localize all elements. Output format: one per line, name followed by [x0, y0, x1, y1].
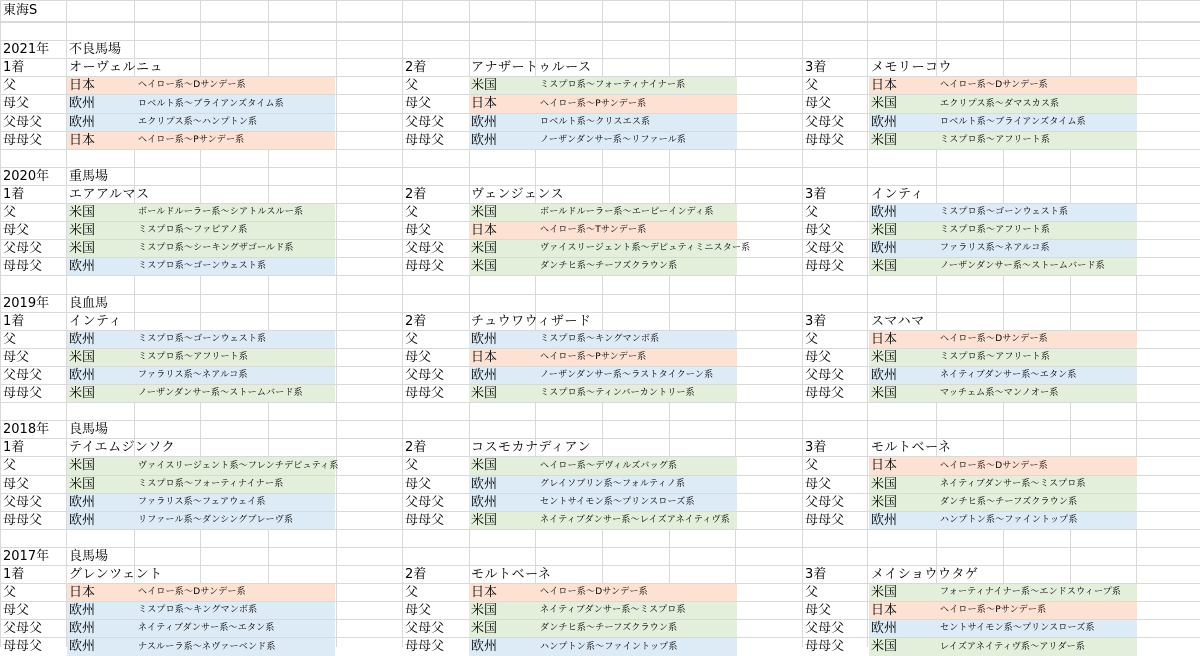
sire-line-cell[interactable]: ミスプロ系～ファピアノ系 — [138, 225, 248, 235]
finish-place-cell[interactable]: 2着 — [405, 60, 427, 75]
sire-line-cell[interactable]: ナスルーラ系～ネヴァーベンド系 — [138, 642, 276, 652]
sire-line-cell[interactable]: ファラリス系～ネアルコ系 — [940, 243, 1050, 253]
pedigree-role-cell[interactable]: 母父 — [405, 603, 432, 618]
horse-name-cell[interactable]: インティ — [871, 187, 924, 202]
pedigree-role-cell[interactable]: 父母父 — [3, 495, 43, 510]
sire-line-cell[interactable]: ハンプトン系～ファイントップ系 — [540, 642, 678, 652]
finish-place-cell[interactable]: 3着 — [805, 567, 827, 582]
sire-line-cell[interactable]: エクリプス系～ハンプトン系 — [138, 117, 258, 127]
row-gridline — [0, 275, 1200, 276]
sire-line-cell[interactable]: ノーザンダンサー系～ストームバード系 — [138, 388, 303, 398]
region-cell[interactable]: 米国 — [69, 205, 96, 220]
sire-line-cell[interactable]: ロベルト系～ブライアンズタイム系 — [138, 99, 284, 109]
region-cell[interactable]: 欧州 — [871, 241, 898, 256]
region-cell[interactable]: 米国 — [471, 621, 498, 636]
region-cell[interactable]: 米国 — [471, 386, 498, 401]
sire-line-cell[interactable]: ミスプロ系～キングマンボ系 — [138, 605, 258, 615]
region-cell[interactable]: 日本 — [871, 78, 898, 93]
track-condition-cell[interactable]: 重馬場 — [69, 169, 109, 184]
pedigree-role-cell[interactable]: 母父 — [3, 350, 30, 365]
track-condition-cell[interactable]: 不良馬場 — [69, 42, 122, 57]
track-condition-cell[interactable]: 良馬場 — [69, 549, 109, 564]
pedigree-role-cell[interactable]: 母母父 — [805, 259, 845, 274]
finish-place-cell[interactable]: 2着 — [405, 440, 427, 455]
sire-line-cell[interactable]: ミスプロ系～ティンバーカントリー系 — [540, 388, 695, 398]
region-cell[interactable]: 米国 — [69, 241, 96, 256]
horse-name-cell[interactable]: ヴェンジェンス — [471, 187, 565, 202]
track-condition-cell[interactable]: 良血馬 — [69, 296, 109, 311]
sire-line-cell[interactable]: ボールドルーラー系～シアトルスルー系 — [138, 207, 304, 217]
region-cell[interactable]: 欧州 — [69, 513, 96, 528]
sire-line-cell[interactable]: ノーザンダンサー系～ラストタイクーン系 — [540, 370, 714, 380]
sire-line-cell[interactable]: リファール系～ダンシングブレーヴ系 — [138, 515, 294, 525]
sire-line-cell[interactable]: マッチェム系～マンノオー系 — [940, 388, 1059, 398]
region-cell[interactable]: 欧州 — [871, 368, 898, 383]
region-cell[interactable]: 米国 — [471, 241, 498, 256]
pedigree-role-cell[interactable]: 父母父 — [805, 115, 845, 130]
pedigree-role-cell[interactable]: 父母父 — [405, 621, 445, 636]
sire-line-cell[interactable]: ヘイロー系～Dサンデー系 — [138, 587, 246, 597]
pedigree-role-cell[interactable]: 母父 — [405, 96, 432, 111]
finish-place-cell[interactable]: 1着 — [3, 567, 25, 582]
pedigree-role-cell[interactable]: 母母父 — [405, 259, 445, 274]
pedigree-role-cell[interactable]: 母母父 — [405, 513, 445, 528]
pedigree-role-cell[interactable]: 母父 — [805, 223, 832, 238]
pedigree-role-cell[interactable]: 母父 — [805, 603, 832, 618]
region-cell[interactable]: 欧州 — [69, 115, 96, 130]
sire-line-cell[interactable]: ノーザンダンサー系～ストームバード系 — [940, 261, 1105, 271]
region-cell[interactable]: 欧州 — [69, 639, 96, 654]
pedigree-role-cell[interactable]: 母父 — [3, 477, 30, 492]
row-gridline — [0, 22, 1200, 23]
pedigree-role-cell[interactable]: 父 — [3, 78, 17, 93]
finish-place-cell[interactable]: 1着 — [3, 314, 25, 329]
horse-name-cell[interactable]: アナザートゥルース — [471, 60, 592, 75]
pedigree-role-cell[interactable]: 母父 — [3, 603, 30, 618]
region-cell[interactable]: 日本 — [471, 350, 498, 365]
region-cell[interactable]: 欧州 — [471, 639, 498, 654]
pedigree-role-cell[interactable]: 母母父 — [805, 386, 845, 401]
pedigree-role-cell[interactable]: 母父 — [3, 223, 30, 238]
region-cell[interactable]: 欧州 — [69, 603, 96, 618]
sire-line-cell[interactable]: ロベルト系～クリスエス系 — [540, 117, 651, 127]
pedigree-role-cell[interactable]: 母母父 — [3, 259, 43, 274]
sire-line-cell[interactable]: ヘイロー系～Pサンデー系 — [540, 99, 647, 109]
pedigree-role-cell[interactable]: 母父 — [805, 96, 832, 111]
sire-line-cell[interactable]: ネイティブダンサー系～ミスプロ系 — [540, 605, 686, 615]
horse-name-cell[interactable]: スマハマ — [871, 314, 925, 329]
pedigree-role-cell[interactable]: 父母父 — [805, 241, 845, 256]
track-condition-cell[interactable]: 良馬場 — [69, 422, 109, 437]
pedigree-role-cell[interactable]: 父 — [405, 205, 419, 220]
region-cell[interactable]: 米国 — [871, 495, 898, 510]
finish-place-cell[interactable]: 1着 — [3, 187, 25, 202]
horse-name-cell[interactable]: チュウワウィザード — [471, 314, 592, 329]
horse-name-cell[interactable]: メモリーコウ — [871, 60, 953, 75]
pedigree-role-cell[interactable]: 父母父 — [805, 495, 845, 510]
horse-name-cell[interactable]: オーヴェルニュ — [69, 60, 163, 75]
sire-line-cell[interactable]: ミスプロ系～ゴーンウェスト系 — [138, 261, 267, 271]
sire-line-cell[interactable]: ヘイロー系～Pサンデー系 — [940, 605, 1047, 615]
sire-line-cell[interactable]: ミスプロ系～アフリート系 — [138, 352, 249, 362]
region-cell[interactable]: 欧州 — [871, 621, 898, 636]
sire-line-cell[interactable]: ミスプロ系～アフリート系 — [940, 135, 1051, 145]
region-cell[interactable]: 欧州 — [69, 495, 96, 510]
pedigree-role-cell[interactable]: 母母父 — [805, 639, 845, 654]
pedigree-role-cell[interactable]: 母母父 — [805, 513, 845, 528]
sire-line-cell[interactable]: ヘイロー系～Dサンデー系 — [940, 461, 1048, 471]
horse-name-cell[interactable]: コスモカナディアン — [471, 440, 591, 455]
sire-line-cell[interactable]: エクリプス系～ダマスカス系 — [940, 99, 1060, 109]
row-gridline — [0, 402, 1200, 403]
region-cell[interactable]: 米国 — [871, 585, 898, 600]
finish-place-cell[interactable]: 3着 — [805, 440, 827, 455]
pedigree-role-cell[interactable]: 父母父 — [3, 621, 43, 636]
pedigree-role-cell[interactable]: 母父 — [805, 350, 832, 365]
sire-line-cell[interactable]: ヘイロー系～Dサンデー系 — [940, 334, 1048, 344]
pedigree-role-cell[interactable]: 母母父 — [405, 133, 445, 148]
finish-place-cell[interactable]: 2着 — [405, 567, 427, 582]
sire-line-cell[interactable]: ネイティブダンサー系～レイズアネイティヴ系 — [540, 515, 730, 525]
horse-name-cell[interactable]: インティ — [69, 314, 122, 329]
pedigree-role-cell[interactable]: 母父 — [405, 350, 432, 365]
pedigree-role-cell[interactable]: 父母父 — [3, 368, 43, 383]
region-cell[interactable]: 日本 — [471, 585, 498, 600]
region-cell[interactable]: 欧州 — [471, 495, 498, 510]
pedigree-role-cell[interactable]: 父 — [805, 458, 819, 473]
sire-line-cell[interactable]: ダンチヒ系～チーフズクラウン系 — [940, 497, 1078, 507]
region-cell[interactable]: 米国 — [871, 639, 898, 654]
pedigree-role-cell[interactable]: 父 — [805, 585, 819, 600]
region-cell[interactable]: 米国 — [871, 386, 898, 401]
region-cell[interactable]: 米国 — [471, 458, 498, 473]
sire-line-cell[interactable]: セントサイモン系～プリンスローズ系 — [940, 623, 1095, 633]
sire-line-cell[interactable]: ヘイロー系～Pサンデー系 — [540, 352, 647, 362]
pedigree-role-cell[interactable]: 父母父 — [3, 241, 43, 256]
pedigree-role-cell[interactable]: 父 — [805, 205, 819, 220]
region-cell[interactable]: 欧州 — [69, 259, 96, 274]
pedigree-role-cell[interactable]: 父 — [3, 585, 17, 600]
pedigree-role-cell[interactable]: 父 — [3, 205, 17, 220]
finish-place-cell[interactable]: 1着 — [3, 60, 25, 75]
row-gridline — [0, 0, 1200, 1]
region-cell[interactable]: 欧州 — [871, 115, 898, 130]
region-cell[interactable]: 欧州 — [69, 96, 96, 111]
pedigree-role-cell[interactable]: 父母父 — [405, 368, 445, 383]
region-cell[interactable]: 米国 — [69, 477, 96, 492]
pedigree-role-cell[interactable]: 母母父 — [3, 133, 43, 148]
pedigree-role-cell[interactable]: 父母父 — [405, 115, 445, 130]
sire-line-cell[interactable]: ボールドルーラー系～エーピーインディ系 — [540, 207, 714, 217]
region-cell[interactable]: 米国 — [871, 96, 898, 111]
region-cell[interactable]: 欧州 — [471, 368, 498, 383]
sire-line-cell[interactable]: グレイソブリン系～フォルティノ系 — [540, 479, 686, 489]
region-cell[interactable]: 日本 — [69, 133, 96, 148]
sire-line-cell[interactable]: ダンチヒ系～チーフズクラウン系 — [540, 261, 678, 271]
region-cell[interactable]: 日本 — [871, 332, 898, 347]
sire-line-cell[interactable]: ヴァイスリージェント系～デピュティミニスター系 — [540, 243, 751, 253]
sire-line-cell[interactable]: ミスプロ系～アフリート系 — [940, 225, 1051, 235]
pedigree-role-cell[interactable]: 父 — [405, 78, 419, 93]
sire-line-cell[interactable]: ダンチヒ系～チーフズクラウン系 — [540, 623, 678, 633]
region-cell[interactable]: 米国 — [871, 133, 898, 148]
pedigree-role-cell[interactable]: 母父 — [3, 96, 30, 111]
row-gridline — [0, 529, 1200, 530]
sire-line-cell[interactable]: ミスプロ系～ゴーンウェスト系 — [940, 207, 1069, 217]
pedigree-role-cell[interactable]: 母父 — [405, 223, 432, 238]
horse-name-cell[interactable]: テイエムジンソク — [69, 440, 176, 455]
region-cell[interactable]: 米国 — [871, 259, 898, 274]
sire-line-cell[interactable]: ネイティブダンサー系～エタン系 — [940, 370, 1077, 380]
sire-line-cell[interactable]: ヘイロー系～Tサンデー系 — [540, 225, 647, 235]
pedigree-role-cell[interactable]: 父母父 — [805, 621, 845, 636]
region-cell[interactable]: 欧州 — [69, 332, 96, 347]
region-cell[interactable]: 欧州 — [871, 513, 898, 528]
region-cell[interactable]: 欧州 — [69, 368, 96, 383]
year-cell[interactable]: 2017年 — [3, 549, 50, 564]
pedigree-role-cell[interactable]: 母母父 — [3, 513, 43, 528]
region-cell[interactable]: 日本 — [69, 585, 96, 600]
row-gridline — [0, 149, 1200, 150]
region-cell[interactable]: 米国 — [69, 386, 96, 401]
pedigree-role-cell[interactable]: 母母父 — [3, 639, 43, 654]
year-cell[interactable]: 2020年 — [3, 169, 50, 184]
pedigree-role-cell[interactable]: 母父 — [805, 477, 832, 492]
sire-line-cell[interactable]: ヘイロー系～Dサンデー系 — [540, 587, 648, 597]
sire-line-cell[interactable]: ノーザンダンサー系～リファール系 — [540, 135, 687, 145]
pedigree-role-cell[interactable]: 父 — [805, 78, 819, 93]
pedigree-role-cell[interactable]: 父 — [3, 458, 17, 473]
sire-line-cell[interactable]: ロベルト系～ブライアンズタイム系 — [940, 117, 1086, 127]
region-cell[interactable]: 米国 — [871, 350, 898, 365]
sire-line-cell[interactable]: ミスプロ系～フォーティナイナー系 — [138, 479, 284, 489]
finish-place-cell[interactable]: 3着 — [805, 187, 827, 202]
region-cell[interactable]: 欧州 — [471, 477, 498, 492]
sire-line-cell[interactable]: レイズアネイティヴ系～アリダー系 — [940, 642, 1086, 652]
pedigree-role-cell[interactable]: 父母父 — [805, 368, 845, 383]
sire-line-cell[interactable]: ヘイロー系～Dサンデー系 — [138, 80, 246, 90]
sire-line-cell[interactable]: ミスプロ系～ゴーンウェスト系 — [138, 334, 267, 344]
pedigree-role-cell[interactable]: 父 — [405, 332, 419, 347]
pedigree-role-cell[interactable]: 父 — [3, 332, 17, 347]
pedigree-role-cell[interactable]: 父 — [405, 585, 419, 600]
region-cell[interactable]: 米国 — [471, 78, 498, 93]
pedigree-role-cell[interactable]: 父 — [405, 458, 419, 473]
sire-line-cell[interactable]: ヘイロー系～Dサンデー系 — [940, 80, 1048, 90]
sire-line-cell[interactable]: ミスプロ系～フォーティナイナー系 — [540, 80, 686, 90]
pedigree-role-cell[interactable]: 父母父 — [405, 241, 445, 256]
finish-place-cell[interactable]: 2着 — [405, 187, 427, 202]
sire-line-cell[interactable]: ヴァイスリージェント系～フレンチデピュティ系 — [138, 461, 339, 471]
region-cell[interactable]: 米国 — [471, 259, 498, 274]
sire-line-cell[interactable]: ファラリス系～ネアルコ系 — [138, 370, 248, 380]
sire-line-cell[interactable]: ヘイロー系～デヴィルズバッグ系 — [540, 461, 678, 471]
pedigree-role-cell[interactable]: 父母父 — [405, 495, 445, 510]
region-cell[interactable]: 日本 — [69, 78, 96, 93]
finish-place-cell[interactable]: 2着 — [405, 314, 427, 329]
year-cell[interactable]: 2018年 — [3, 422, 50, 437]
region-cell[interactable]: 米国 — [871, 223, 898, 238]
sire-line-cell[interactable]: ヘイロー系～Pサンデー系 — [138, 135, 245, 145]
sire-line-cell[interactable]: ミスプロ系～アフリート系 — [940, 352, 1051, 362]
region-cell[interactable]: 米国 — [871, 477, 898, 492]
horse-name-cell[interactable]: モルトベーネ — [471, 567, 552, 582]
region-cell[interactable]: 米国 — [471, 205, 498, 220]
region-cell[interactable]: 日本 — [471, 223, 498, 238]
year-cell[interactable]: 2021年 — [3, 42, 50, 57]
pedigree-role-cell[interactable]: 母父 — [405, 477, 432, 492]
sire-line-cell[interactable]: フォーティナイナー系～エンドスウィープ系 — [940, 587, 1122, 597]
finish-place-cell[interactable]: 3着 — [805, 314, 827, 329]
finish-place-cell[interactable]: 3着 — [805, 60, 827, 75]
region-cell[interactable]: 米国 — [69, 350, 96, 365]
sheet-title[interactable]: 東海S — [3, 3, 38, 18]
region-cell[interactable]: 米国 — [69, 223, 96, 238]
region-cell[interactable]: 欧州 — [471, 133, 498, 148]
sire-line-cell[interactable]: ネイティブダンサー系～エタン系 — [138, 623, 275, 633]
region-cell[interactable]: 日本 — [871, 603, 898, 618]
sire-line-cell[interactable]: ファラリス系～フェアウェイ系 — [138, 497, 266, 507]
region-cell[interactable]: 日本 — [471, 96, 498, 111]
finish-place-cell[interactable]: 1着 — [3, 440, 25, 455]
region-cell[interactable]: 米国 — [69, 458, 96, 473]
horse-name-cell[interactable]: グレンツェント — [69, 567, 163, 582]
region-cell[interactable]: 欧州 — [69, 621, 96, 636]
pedigree-role-cell[interactable]: 母母父 — [405, 639, 445, 654]
pedigree-role-cell[interactable]: 母母父 — [3, 386, 43, 401]
pedigree-role-cell[interactable]: 父母父 — [3, 115, 43, 130]
horse-name-cell[interactable]: メイショウウタゲ — [871, 567, 979, 582]
region-cell[interactable]: 欧州 — [471, 332, 498, 347]
sire-line-cell[interactable]: ハンプトン系～ファイントップ系 — [940, 515, 1078, 525]
region-cell[interactable]: 欧州 — [471, 115, 498, 130]
sire-line-cell[interactable]: ミスプロ系～シーキングザゴールド系 — [138, 243, 294, 253]
pedigree-role-cell[interactable]: 父 — [805, 332, 819, 347]
sire-line-cell[interactable]: ミスプロ系～キングマンボ系 — [540, 334, 660, 344]
horse-name-cell[interactable]: モルトベーネ — [871, 440, 952, 455]
region-cell[interactable]: 米国 — [471, 513, 498, 528]
pedigree-role-cell[interactable]: 母母父 — [405, 386, 445, 401]
year-cell[interactable]: 2019年 — [3, 296, 50, 311]
region-cell[interactable]: 欧州 — [871, 205, 898, 220]
pedigree-role-cell[interactable]: 母母父 — [805, 133, 845, 148]
region-cell[interactable]: 日本 — [871, 458, 898, 473]
region-cell[interactable]: 米国 — [471, 603, 498, 618]
sire-line-cell[interactable]: ネイティブダンサー系～ミスプロ系 — [940, 479, 1086, 489]
sire-line-cell[interactable]: セントサイモン系～プリンスローズ系 — [540, 497, 695, 507]
horse-name-cell[interactable]: エアアルマス — [69, 187, 150, 202]
